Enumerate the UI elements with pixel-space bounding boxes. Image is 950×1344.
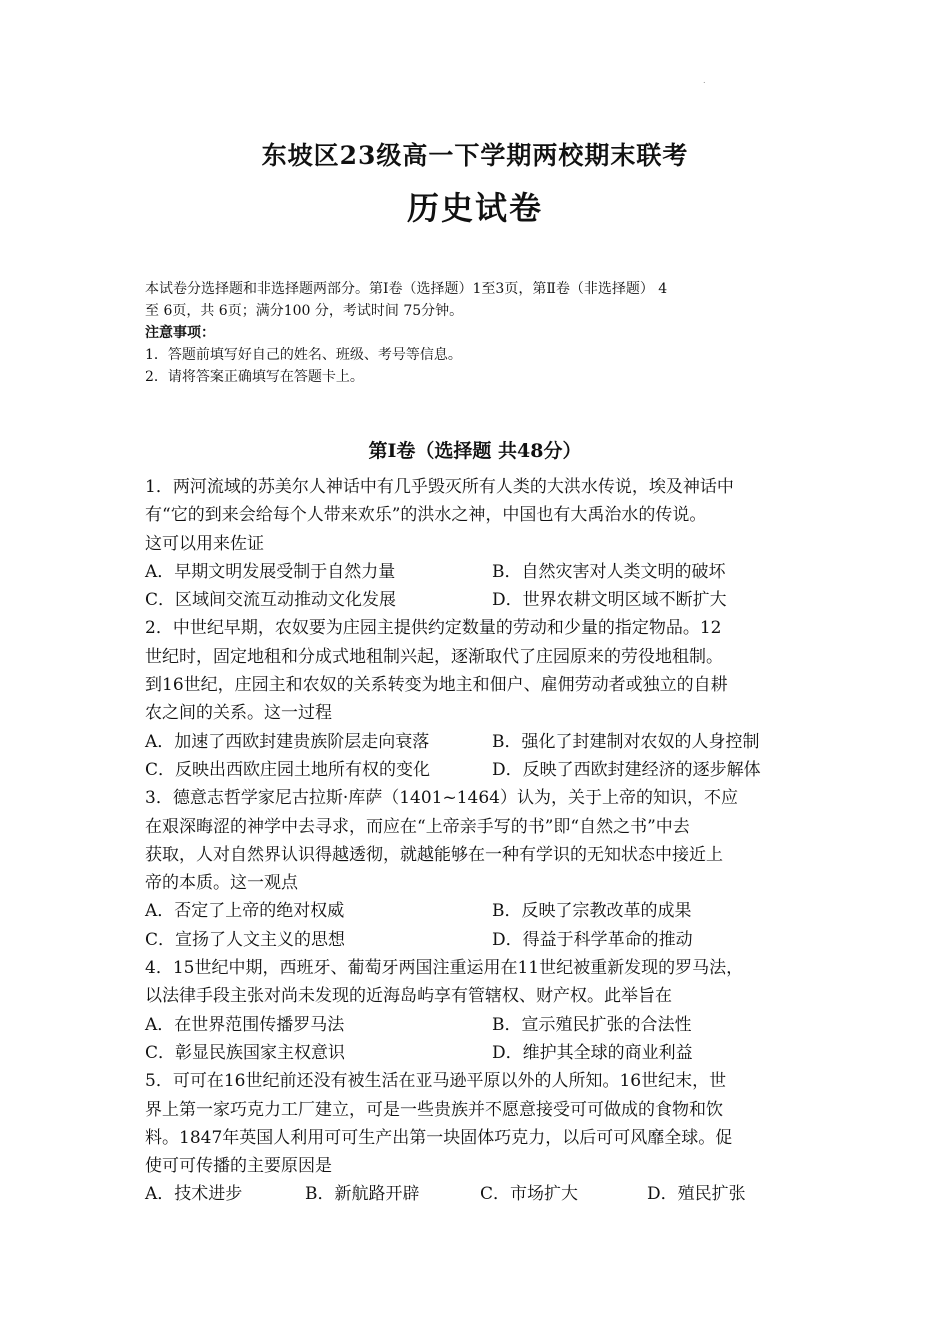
- section-title: 第Ⅰ卷（选择题 共48分）: [368, 440, 582, 462]
- question-3-stem-line: 帝的本质。这一观点: [145, 873, 298, 894]
- option-a: A．否定了上帝的绝对权威: [145, 901, 345, 922]
- question-1-options-row: [145, 586, 815, 614]
- question-4-stem-line: 4．15世纪中期，西班牙、葡萄牙两国注重运用在11世纪被重新发现的罗马法，: [145, 958, 744, 979]
- option-a: A．技术进步: [145, 1184, 243, 1205]
- question-2-stem-line: 到16世纪，庄园主和农奴的关系转变为地主和佃户、雇佣劳动者或独立的自耕: [145, 675, 728, 696]
- option-b: B．新航路开辟: [305, 1184, 420, 1205]
- question-1-options-row: [145, 558, 815, 586]
- instructions: [145, 278, 815, 388]
- question-5-stem-line: 界上第一家巧克力工厂建立，可是一些贵族并不愿意接受可可做成的食物和饮: [145, 1099, 723, 1120]
- option-d: D．殖民扩张: [647, 1184, 746, 1205]
- question-3-stem-line: 获取，人对自然界认识得越透彻，就越能够在一种有学识的无知状态中接近上: [145, 844, 723, 865]
- notes-title: 注意事项：: [145, 325, 215, 341]
- option-b: B．宣示殖民扩张的合法性: [492, 1014, 692, 1035]
- question-5-stem-line: 料。1847年英国人利用可可生产出第一块固体巧克力，以后可可风靡全球。促: [145, 1127, 733, 1148]
- option-d: D．世界农耕文明区域不断扩大: [492, 590, 727, 611]
- question-1-stem-line: 这可以用来佐证: [145, 533, 264, 554]
- note-item: 2．请将答案正确填写在答题卡上。: [145, 369, 364, 385]
- intro-line: 至 6页，共 6页；满分100 分，考试时间 75分钟。: [145, 303, 464, 319]
- question-2-options-row: [145, 728, 815, 756]
- question-3-options-row: [145, 926, 815, 954]
- question-1-stem-line: 有“它的到来会给每个人带来欢乐”的洪水之神，中国也有大禹治水的传说。: [145, 505, 707, 526]
- question-4-options-row: [145, 1039, 815, 1067]
- question-list: [145, 473, 815, 1209]
- question-2-stem-line: 2．中世纪早期，农奴要为庄园主提供约定数量的劳动和少量的指定物品。12: [145, 618, 722, 639]
- exam-title: 东坡区23级高一下学期两校期末联考: [261, 141, 689, 170]
- question-3-options-row: [145, 897, 815, 925]
- question-3-stem-line: 在艰深晦涩的神学中去寻求，而应在“上帝亲手写的书”即“自然之书”中去: [145, 816, 690, 837]
- question-5-stem-line: 使可可传播的主要原因是: [145, 1156, 332, 1177]
- question-3-stem-line: 3．德意志哲学家尼古拉斯·库萨（1401~1464）认为，关于上帝的知识，不应: [145, 788, 738, 809]
- question-2-stem-line: 农之间的关系。这一过程: [145, 703, 332, 724]
- intro-line: 本试卷分选择题和非选择题两部分。第Ⅰ卷（选择题）1至3页，第Ⅱ卷（非选择题） 4: [145, 281, 668, 297]
- option-a: A．加速了西欧封建贵族阶层走向衰落: [145, 731, 430, 752]
- option-c: C．彰显民族国家主权意识: [145, 1042, 346, 1063]
- option-a: A．在世界范围传播罗马法: [145, 1014, 345, 1035]
- option-b: B．强化了封建制对农奴的人身控制: [492, 731, 760, 752]
- option-b: B．反映了宗教改革的成果: [492, 901, 692, 922]
- note-item: 1．答题前填写好自己的姓名、班级、考号等信息。: [145, 347, 462, 363]
- question-2-stem-line: 世纪时，固定地租和分成式地租制兴起，逐渐取代了庄园原来的劳役地租制。: [145, 646, 723, 667]
- page-dot: .: [703, 76, 706, 85]
- option-b: B．自然灾害对人类文明的破坏: [492, 561, 726, 582]
- question-5-options-row: [145, 1180, 815, 1208]
- question-2-options-row: [145, 756, 815, 784]
- option-d: D．维护其全球的商业利益: [492, 1042, 693, 1063]
- option-d: D．反映了西欧封建经济的逐步解体: [492, 759, 761, 780]
- question-4-options-row: [145, 1011, 815, 1039]
- question-5-stem-line: 5．可可在16世纪前还没有被生活在亚马逊平原以外的人所知。16世纪末，世: [145, 1071, 727, 1092]
- question-1-stem-line: 1．两河流域的苏美尔人神话中有几乎毁灭所有人类的大洪水传说，埃及神话中: [145, 477, 734, 497]
- exam-subtitle: 历史试卷: [406, 189, 543, 227]
- option-c: C．宣扬了人文主义的思想: [145, 929, 346, 950]
- option-c: C．市场扩大: [480, 1184, 579, 1205]
- option-a: A．早期文明发展受制于自然力量: [145, 561, 396, 582]
- option-c: C．区域间交流互动推动文化发展: [145, 590, 397, 611]
- option-d: D．得益于科学革命的推动: [492, 929, 693, 950]
- option-c: C．反映出西欧庄园土地所有权的变化: [145, 759, 431, 780]
- question-4-stem-line: 以法律手段主张对尚未发现的近海岛屿享有管辖权、财产权。此举旨在: [145, 986, 672, 1007]
